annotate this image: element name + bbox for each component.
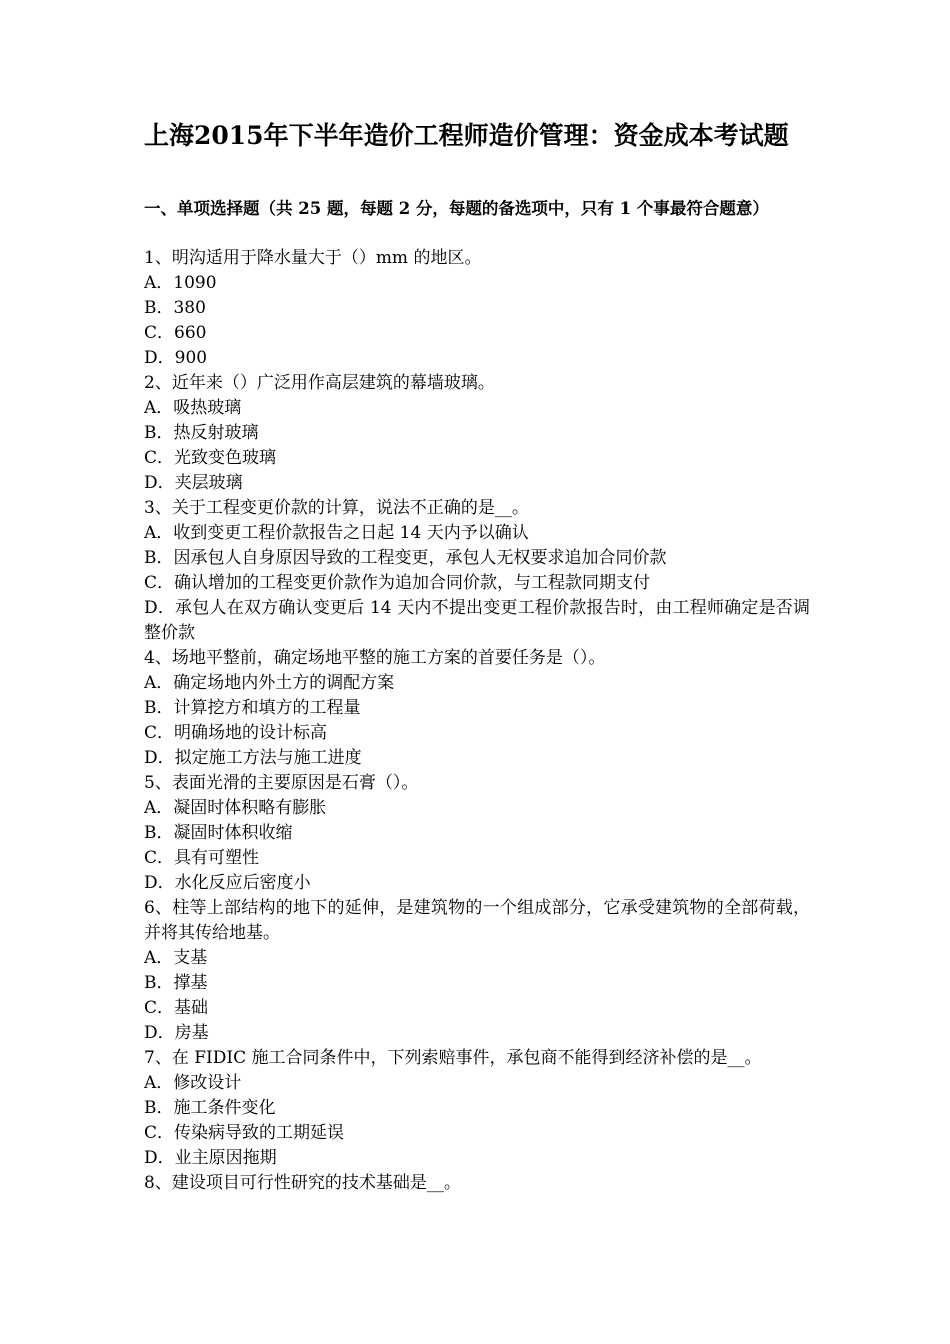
document-title: 上海2015年下半年造价工程师造价管理：资金成本考试题 — [144, 121, 789, 150]
question-stem: 4、场地平整前，确定场地平整的施工方案的首要任务是（）。 — [144, 648, 606, 668]
section-heading: 一、单项选择题（共 25 题，每题 2 分，每题的备选项中，只有 1 个事最符合题意） — [144, 199, 769, 218]
option-b: B．因承包人自身原因导致的工程变更，承包人无权要求追加合同价款 — [144, 548, 667, 568]
question-stem: 7、在 FIDIC 施工合同条件中，下列索赔事件，承包商不能得到经济补偿的是__。 — [144, 1048, 762, 1068]
option-a: A．确定场地内外土方的调配方案 — [144, 673, 395, 693]
question-5 — [144, 771, 810, 896]
question-stem: 1、明沟适用于降水量大于（）mm 的地区。 — [144, 248, 482, 268]
question-6 — [144, 896, 810, 1046]
option-d: D．水化反应后密度小 — [144, 873, 311, 893]
question-stem: 2、近年来（）广泛用作高层建筑的幕墙玻璃。 — [144, 373, 495, 393]
option-d: D．900 — [144, 348, 208, 368]
option-d: D．夹层玻璃 — [144, 473, 243, 493]
option-d: D．房基 — [144, 1023, 209, 1043]
question-stem: 3、关于工程变更价款的计算，说法不正确的是__。 — [144, 498, 529, 518]
option-b: B．计算挖方和填方的工程量 — [144, 698, 361, 718]
option-c: C．明确场地的设计标高 — [144, 723, 328, 743]
option-a: A．吸热玻璃 — [144, 398, 242, 418]
option-d: D．拟定施工方法与施工进度 — [144, 748, 362, 768]
question-4 — [144, 646, 810, 771]
option-c: C．传染病导致的工期延误 — [144, 1123, 345, 1143]
option-b: B．撑基 — [144, 973, 208, 993]
option-a: A．收到变更工程价款报告之日起 14 天内予以确认 — [144, 523, 529, 543]
question-2 — [144, 371, 810, 496]
option-a: A．凝固时体积略有膨胀 — [144, 798, 327, 818]
question-stem: 5、表面光滑的主要原因是石膏（）。 — [144, 773, 419, 793]
question-stem: 8、建设项目可行性研究的技术基础是__。 — [144, 1173, 461, 1193]
option-d: D．承包人在双方确认变更后 14 天内不提出变更工程价款报告时，由工程师确定是否调整价款 — [144, 598, 810, 643]
option-a: A．1090 — [144, 273, 217, 293]
option-c: C．光致变色玻璃 — [144, 448, 277, 468]
option-a: A．修改设计 — [144, 1073, 242, 1093]
question-1 — [144, 246, 810, 371]
question-8 — [144, 1171, 810, 1196]
option-c: C．基础 — [144, 998, 209, 1018]
option-b: B．380 — [144, 298, 206, 318]
question-3 — [144, 496, 810, 646]
option-c: C．具有可塑性 — [144, 848, 260, 868]
question-7 — [144, 1046, 810, 1171]
question-stem: 6、柱等上部结构的地下的延伸，是建筑物的一个组成部分，它承受建筑物的全部荷载，并将其传给地基。 — [144, 898, 810, 943]
option-b: B．施工条件变化 — [144, 1098, 276, 1118]
option-b: B．凝固时体积收缩 — [144, 823, 293, 843]
question-list — [144, 246, 810, 1196]
option-c: C．660 — [144, 323, 207, 343]
option-a: A．支基 — [144, 948, 208, 968]
option-c: C．确认增加的工程变更价款作为追加合同价款，与工程款同期支付 — [144, 573, 651, 593]
option-d: D．业主原因拖期 — [144, 1148, 277, 1168]
option-b: B．热反射玻璃 — [144, 423, 259, 443]
